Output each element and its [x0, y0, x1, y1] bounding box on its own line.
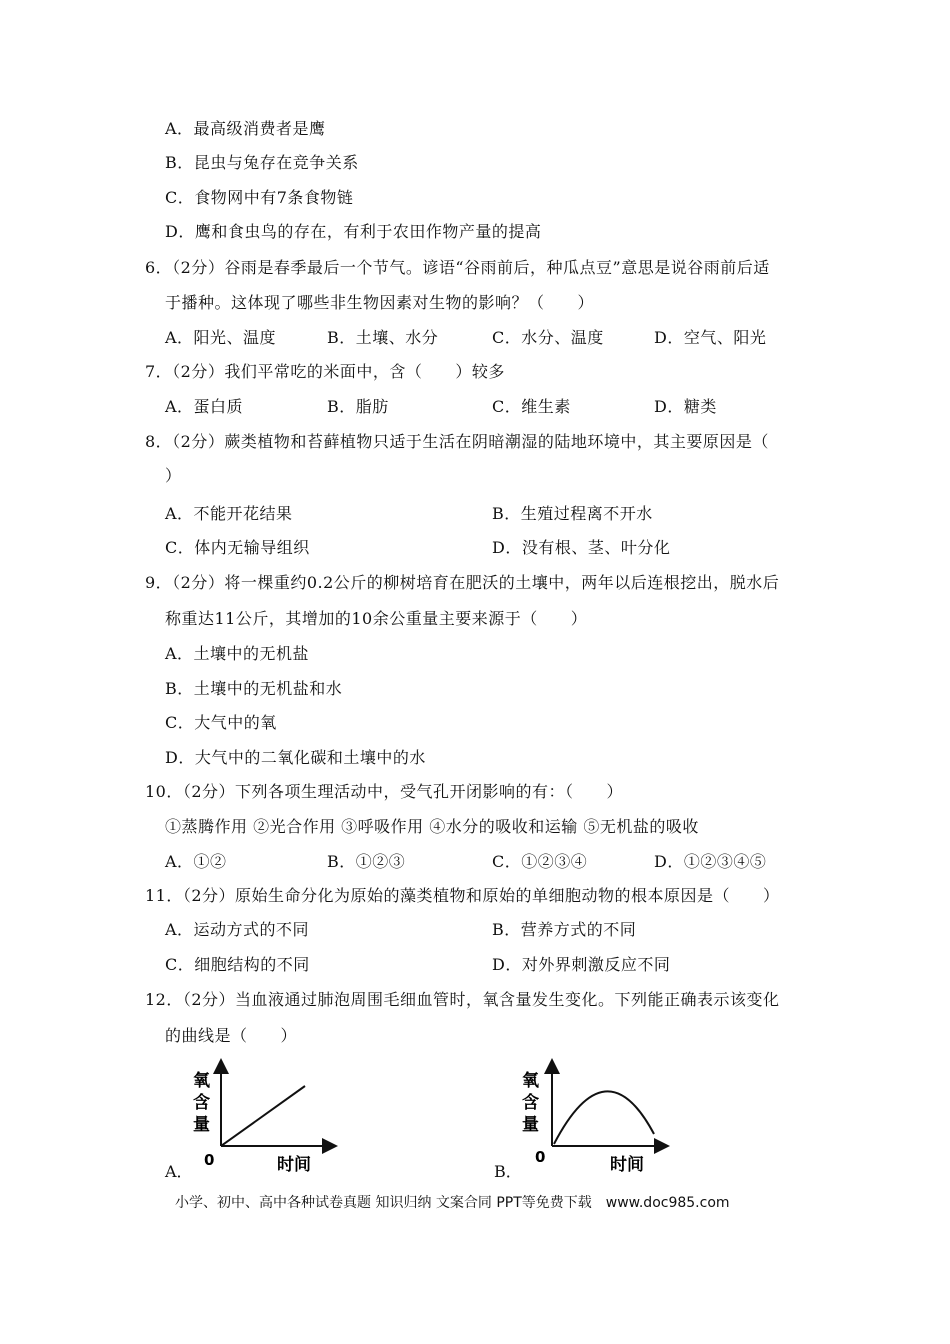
q6-stem-line1: 6．（2分）谷雨是春季最后一个节气。谚语“谷雨前后，种瓜点豆”意思是说谷雨前后适 — [145, 258, 770, 277]
q9-option-a: A．土壤中的无机盐 — [165, 644, 310, 663]
q12-stem-line2: 的曲线是（ ） — [165, 1026, 298, 1045]
q6-option-d: D．空气、阳光 — [654, 328, 767, 347]
q10-option-a: A．①② — [165, 852, 227, 871]
q9-option-b: B．土壤中的无机盐和水 — [165, 679, 343, 698]
x-axis-label: 时间 — [277, 1155, 311, 1175]
q12-stem-line1: 12．（2分）当血液通过肺泡周围毛细血管时，氧含量发生变化。下列能正确表示该变化 — [145, 990, 780, 1009]
q10-option-d: D．①②③④⑤ — [654, 852, 767, 871]
q7-option-a: A．蛋白质 — [165, 397, 244, 416]
q12-graph-b — [514, 1058, 679, 1178]
q8-option-a: A．不能开花结果 — [165, 504, 293, 523]
q10-stem-line2: ①蒸腾作用 ②光合作用 ③呼吸作用 ④水分的吸收和运输 ⑤无机盐的吸收 — [165, 817, 699, 836]
q10-stem-line1: 10．（2分）下列各项生理活动中，受气孔开闭影响的有：（ ） — [145, 782, 624, 801]
x-axis-label: 时间 — [610, 1155, 644, 1175]
q6-option-b: B．土壤、水分 — [327, 328, 439, 347]
y-axis-label-2: 含 — [522, 1093, 539, 1113]
y-axis-label-2: 含 — [193, 1093, 210, 1113]
q9-option-c: C．大气中的氧 — [165, 713, 277, 732]
q12-option-a-label: A． — [165, 1162, 193, 1181]
curve-rise-then-fall — [554, 1091, 654, 1144]
q10-option-b: B．①②③ — [327, 852, 406, 871]
q11-option-d: D．对外界刺激反应不同 — [492, 955, 671, 974]
q7-option-c: C．维生素 — [492, 397, 571, 416]
q5-option-a: A．最高级消费者是鹰 — [165, 119, 326, 138]
q11-option-a: A．运动方式的不同 — [165, 920, 310, 939]
q5-option-c: C．食物网中有7条食物链 — [165, 188, 354, 207]
q7-option-d: D．糖类 — [654, 397, 717, 416]
q11-stem: 11．（2分）原始生命分化为原始的藻类植物和原始的单细胞动物的根本原因是（ ） — [145, 886, 780, 905]
q10-option-c: C．①②③④ — [492, 852, 588, 871]
q8-option-b: B．生殖过程离不开水 — [492, 504, 653, 523]
q5-option-d: D．鹰和食虫鸟的存在，有利于农田作物产量的提高 — [165, 222, 542, 241]
y-axis-label-1: 氧 — [193, 1071, 210, 1091]
q9-option-d: D．大气中的二氧化碳和土壤中的水 — [165, 748, 426, 767]
q6-stem-line2: 于播种。这体现了哪些非生物因素对生物的影响？（ ） — [165, 293, 595, 312]
q9-stem-line1: 9．（2分）将一棵重约0.2公斤的柳树培育在肥沃的土壤中，两年以后连根挖出，脱水后 — [145, 573, 780, 592]
q11-option-c: C．细胞结构的不同 — [165, 955, 310, 974]
q12-option-b-label: B． — [494, 1162, 522, 1181]
y-axis-label-1: 氧 — [522, 1071, 539, 1091]
q11-option-b: B．营养方式的不同 — [492, 920, 637, 939]
y-axis-label-3: 量 — [193, 1115, 210, 1135]
q8-stem-line2: ） — [165, 466, 182, 485]
origin-label: 0 — [204, 1151, 215, 1169]
q8-option-c: C．体内无输导组织 — [165, 538, 310, 557]
q7-stem: 7．（2分）我们平常吃的米面中，含（ ）较多 — [145, 362, 505, 381]
curve-linear-increase — [221, 1086, 305, 1146]
q6-option-c: C．水分、温度 — [492, 328, 604, 347]
q7-option-b: B．脂肪 — [327, 397, 389, 416]
y-axis-label-3: 量 — [522, 1115, 539, 1135]
q8-stem-line1: 8．（2分）蕨类植物和苔藓植物只适于生活在阴暗潮湿的陆地环境中，其主要原因是（ — [145, 432, 769, 451]
origin-label: 0 — [535, 1148, 546, 1166]
q8-option-d: D．没有根、茎、叶分化 — [492, 538, 671, 557]
q5-option-b: B．昆虫与兔存在竞争关系 — [165, 153, 359, 172]
q9-stem-line2: 称重达11公斤，其增加的10余公重量主要来源于（ ） — [165, 609, 588, 628]
q6-option-a: A．阳光、温度 — [165, 328, 277, 347]
footer-text: 小学、初中、高中各种试卷真题 知识归纳 文案合同 PPT等免费下载 www.doc985.com — [175, 1195, 730, 1211]
q12-graph-a — [185, 1058, 350, 1178]
